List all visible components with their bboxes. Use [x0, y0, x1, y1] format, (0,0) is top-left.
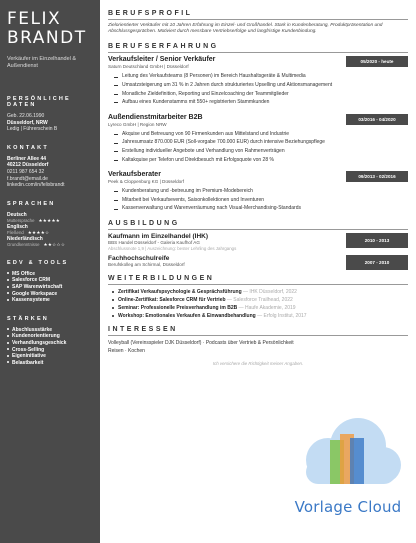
task-item: Monatliche Zieldefinition, Reporting und Einzelcoaching der Teammitglieder	[114, 90, 408, 99]
education-title: Kaufmann im Einzelhandel (IHK)	[108, 232, 209, 240]
contact-heading: KONTAKT	[7, 144, 49, 151]
bullet-icon	[7, 299, 9, 301]
strength-item: Eigeninitiative	[7, 353, 93, 360]
job-company: Saturn Deutschland GmbH | Düsseldorf	[108, 64, 189, 70]
rating-stars: ★★★★☆	[27, 229, 50, 235]
rating-stars: ★★☆☆☆	[43, 241, 66, 247]
job-date: 05/2020 - heute	[346, 56, 408, 67]
job-entry	[108, 114, 408, 164]
job-company: Lyreco GmbH | Region NRW	[108, 121, 167, 127]
contact-street: Berliner Allee 44	[7, 155, 47, 162]
contact-email[interactable]: f.brandt@email.de	[7, 175, 48, 182]
bullet-icon	[112, 315, 114, 317]
language-item: Niederländisch Grundkenntnisse ★★☆☆☆	[7, 235, 66, 247]
task-item: Kaltakquise per Telefon und Direktbesuch mit Erfolgsquote von 28 %	[114, 156, 408, 165]
rating-stars: ★★★★★	[38, 217, 61, 223]
job-date: 03/2016 - 04/2020	[346, 114, 408, 125]
training-item: Online-Zertifikat: Salesforce CRM für Vertrieb — Salesforce Trailhead, 2022	[112, 296, 408, 304]
language-item: Deutsch Muttersprache ★★★★★	[7, 211, 61, 223]
task-item: Aufbau eines Kundenstamms mit 550+ registrierten Stammkunden	[114, 98, 408, 107]
job-subtitle: Verkäufer im Einzelhandel & Außendienst	[7, 56, 77, 69]
education-date: 2007 - 2010	[346, 255, 408, 270]
contact-city: 40212 Düsseldorf	[7, 162, 49, 169]
education-entry	[108, 255, 408, 268]
training-list	[108, 288, 408, 320]
personal-heading: PERSÖNLICHE DATEN	[7, 96, 71, 108]
task-item: Erstellung individueller Angebote und Verhandlung von Rahmenverträgen	[114, 147, 408, 156]
education-title: Fachhochschulreife	[108, 254, 170, 262]
bullet-icon	[7, 335, 9, 337]
it-item: Google Workspace	[7, 291, 93, 298]
main-content	[108, 10, 408, 366]
interests-heading: INTERESSEN	[108, 326, 408, 336]
task-item: Mitarbeit bei Verkaufsevents, Saisonkollektionen und Inventuren	[114, 196, 408, 205]
it-item: Kassensysteme	[7, 297, 93, 304]
job-title: Verkaufsleiter / Senior Verkäufer	[108, 56, 216, 64]
languages-heading: SPRACHEN	[7, 200, 56, 207]
personal-status: Ledig | Führerschein B	[7, 126, 58, 133]
last-name: BRANDT	[7, 28, 87, 48]
bullet-icon	[7, 279, 9, 281]
bullet-icon	[7, 348, 9, 350]
task-item: Kundenberatung und -betreuung im Premium-Modebereich	[114, 187, 408, 196]
education-heading: AUSBILDUNG	[108, 220, 408, 230]
it-item: MS Office	[7, 271, 93, 278]
strength-item: Belastbarkeit	[7, 360, 93, 367]
bullet-icon	[7, 292, 9, 294]
bullet-icon	[112, 291, 114, 293]
strengths-heading: STÄRKEN	[7, 315, 49, 322]
it-heading: EDV & TOOLS	[7, 259, 69, 266]
job-entry	[108, 171, 408, 213]
bullet-icon	[7, 328, 9, 330]
personal-birth: Geb. 22.06.1990	[7, 113, 45, 119]
bullet-icon	[112, 299, 114, 301]
task-item: Jahresumsatz 870.000 EUR (Soll-vorgabe 700.000 EUR) durch intensive Beziehungspflege	[114, 138, 408, 147]
bullet-icon	[112, 307, 114, 309]
cloud-icon	[288, 410, 408, 500]
contact-phone: 0211 987 654 32	[7, 168, 45, 175]
sidebar	[0, 0, 100, 543]
footer-note: Ich versichere die Richtigkeit meiner Angaben.	[212, 360, 304, 366]
bullet-icon	[7, 286, 9, 288]
personal-location: Düsseldorf, NRW	[7, 119, 48, 126]
task-list	[108, 130, 408, 164]
strength-item: Abschlussstärke	[7, 327, 93, 334]
vorlage-cloud-logo	[288, 410, 408, 535]
profile-heading: BERUFSPROFIL	[108, 10, 408, 20]
strength-item: Kundenorientierung	[7, 333, 93, 340]
task-item: Akquise und Betreuung von 90 Firmenkunden aus Mittelstand und Industrie	[114, 130, 408, 139]
it-item: Salesforce CRM	[7, 277, 93, 284]
bullet-icon	[7, 342, 9, 344]
job-entry	[108, 56, 408, 106]
strength-item: Verhandlungsgeschick	[7, 340, 93, 347]
bullet-icon	[7, 355, 9, 357]
job-title: Außendienstmitarbeiter B2B	[108, 113, 203, 121]
contact-linkedin[interactable]: linkedin.com/in/felixbrandt	[7, 182, 65, 189]
education-note: Abschlussnote 1,9 | Auszeichnung: bester Lehrling des Jahrgangs	[108, 245, 237, 251]
first-name: FELIX	[7, 9, 62, 29]
education-entry	[108, 233, 408, 252]
training-item: Zertifikat Verkaufspsychologie & Gesprächsführung — IHK Düsseldorf, 2022	[112, 288, 408, 296]
it-item: SAP Warenwirtschaft	[7, 284, 93, 291]
task-list	[108, 72, 408, 106]
language-item: Englisch Fließend ★★★★☆	[7, 223, 50, 235]
logo-wordmark: Vorlage Cloud	[294, 498, 402, 516]
task-item: Kassenverwaltung und Warenverräumung nach Visual-Merchandising-Standards	[114, 204, 408, 213]
education-school: Berufskolleg am Schirmal, Düsseldorf	[108, 261, 185, 267]
task-list	[108, 187, 408, 213]
experience-heading: BERUFSERFAHRUNG	[108, 43, 408, 53]
bullet-icon	[7, 361, 9, 363]
job-date: 09/2013 - 02/2016	[346, 171, 408, 182]
bullet-icon	[7, 272, 9, 274]
training-item: Seminar: Professionelle Preisverhandlung im B2B — Haufe Akademie, 2019	[112, 304, 408, 312]
interests-line: Reisen · Kochen	[108, 347, 145, 354]
strength-item: Cross-Selling	[7, 347, 93, 354]
task-item: Umsatzsteigerung um 31 % in 2 Jahren durch strukturiertes Upselling und Aktionsmanagement	[114, 81, 408, 90]
training-item: Workshop: Emotionales Verkaufen & Einwandbehandlung — Erfolg Institut, 2017	[112, 312, 408, 320]
job-title: Verkaufsberater	[108, 171, 161, 179]
interests-line: Volleyball (Vereinsspieler DJK Düsseldorf) · Podcasts über Vertrieb & Persönlichkeit	[108, 339, 294, 346]
education-school: BBS Handel Düsseldorf - Galeria Kaufhof AG	[108, 239, 200, 245]
task-item: Leitung des Verkaufsteams (8 Personen) im Bereich Haushaltsgeräte & Multimedia	[114, 72, 408, 81]
job-company: Peek & Cloppenburg KG | Düsseldorf	[108, 179, 185, 185]
profile-text: Zielorientierter Verkäufer mit 10 Jahren Erfahrung im Einzel- und Großhandel. Stark in Kundenberatung, Produktpräsentation und Abschlussgesprächen. Motiviert durch messbare Vertriebserfolge und langfristige Kundenbindung.	[108, 23, 383, 35]
training-heading: WEITERBILDUNGEN	[108, 275, 408, 285]
education-date: 2010 - 2013	[346, 233, 408, 248]
